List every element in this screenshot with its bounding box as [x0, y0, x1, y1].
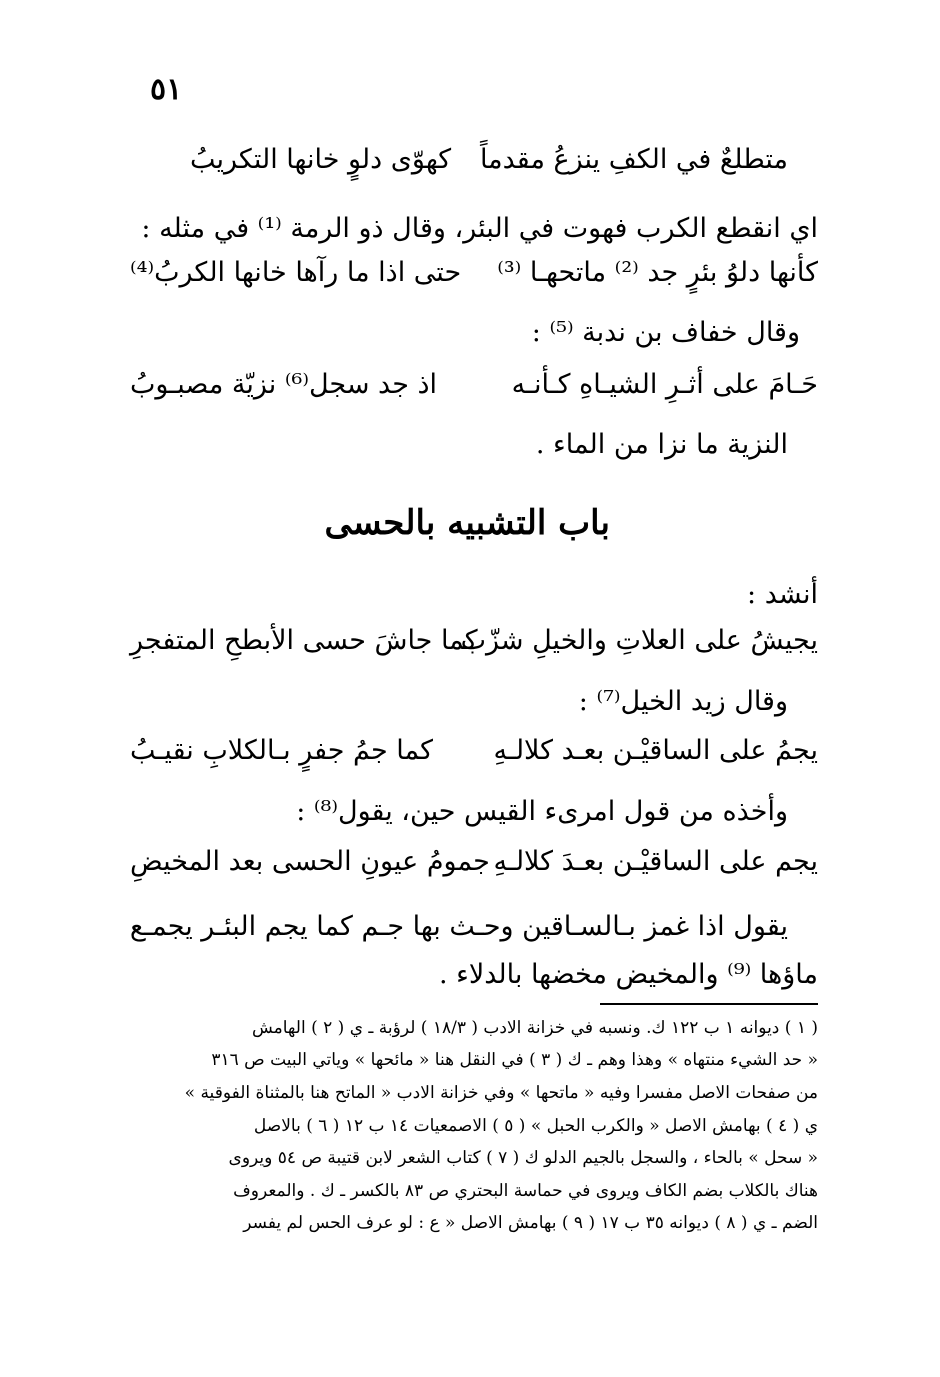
- prose-line-3: النزية ما نزا من الماء .: [535, 429, 788, 460]
- footnote-line: ي ( ٤ ) بهامش الاصل « والكرب الحبل » ( ٥ ) الاصمعيات ١٤ ب ١٢ ( ٦ ) بالاصل: [253, 1116, 818, 1136]
- prose-line-4: أنشد :: [747, 579, 818, 610]
- prose-line-7a: يقول اذا غمز بـالسـاقين وحـث بها جـم كما يجم البئـر يجمـع: [129, 911, 788, 942]
- verse-6-second-hemistich: جمومُ عيونِ الحسى بعد المخيضِ: [130, 846, 490, 877]
- footnote-line: الضم ـ ي ( ٨ ) ديوانه ٣٥ ب ١٧ ( ٩ ) بهامش الاصل « ع : لو عرف الحس لم يفسر: [243, 1213, 818, 1233]
- prose-line-5: وقال زيد الخيل⁽⁷⁾ :: [578, 686, 788, 717]
- verse-5-second-hemistich: كما جمُ جفرٍ بـالكلابِ نقيـبُ: [130, 735, 433, 766]
- footnote-divider: [600, 1003, 818, 1005]
- prose-line-2: وقال خفاف بن ندبة ⁽⁵⁾ :: [531, 317, 800, 348]
- verse-2-second-hemistich: حتى اذا ما رآها خانها الكربُ⁽⁴⁾: [130, 257, 462, 288]
- verse-3-second-hemistich: اذ جد سجل⁽⁶⁾ نزيّة مصبـوبُ: [130, 369, 438, 400]
- footnote-line: ( ١ ) ديوانه ١ ب ١٢٢ ك. ونسبه في خزانة الادب ( ١٨/٣ ) لرؤبة ـ ي ( ٢ ) الهامش: [251, 1018, 818, 1038]
- verse-4-first-hemistich: يجيشُ على العلاتِ والخيلِ شزّب: [460, 625, 818, 656]
- footnote-line: من صفحات الاصل مفسرا وفيه « ماتحها » وفي خزانة الادب « الماتح هنا بالمثناة الفوقية »: [184, 1083, 818, 1103]
- footnote-line: « سحل » بالحاء ، والسجل بالجيم الدلو ك ( ٧ ) كتاب الشعر لابن قتيبة ص ٥٤ ويروى: [228, 1148, 818, 1168]
- verse-1-second-hemistich: كهوّى دلوٍ خانها التكريبُ: [190, 144, 452, 175]
- verse-4-second-hemistich: كما جاشَ حسى الأبطحِ المتفجرِ: [130, 625, 478, 656]
- prose-line-7b: ماؤها ⁽⁹⁾ والمخيض مخضها بالدلاء .: [438, 959, 818, 990]
- verse-3-first-hemistich: حَـامَ على أثـرِ الشيـاهِ كـأنـه: [511, 369, 818, 400]
- section-heading: باب التشبيه بالحسى: [324, 503, 610, 543]
- verse-6-first-hemistich: يجم على الساقيْـن بعـدَ كلالـهِ: [493, 846, 818, 877]
- verse-2-first-hemistich: كأنها دلوُ بئرٍ جد ⁽²⁾ ماتحهـا ⁽³⁾: [497, 257, 818, 288]
- footnote-line: « حد الشيء منتهاه » وهذا وهم ـ ك ( ٣ ) في النقل هنا « مائحها » وياتي البيت ص ٣١٦: [211, 1050, 818, 1070]
- prose-line-6: وأخذه من قول امرىء القيس حين، يقول⁽⁸⁾ :: [296, 796, 788, 827]
- verse-1-first-hemistich: متطلعٌ في الكفِ ينزعُ مقدماً: [479, 144, 788, 175]
- verse-5-first-hemistich: يجمُ على الساقيْـن بعـد كلالـهِ: [493, 735, 818, 766]
- footnote-line: هناك بالكلاب بضم الكاف ويروى في حماسة البحتري ص ٨٣ بالكسر ـ ك . والمعروف: [233, 1181, 818, 1201]
- prose-line-1: اي انقطع الكرب فهوت في البئر، وقال ذو الرمة ⁽¹⁾ في مثله :: [141, 213, 818, 244]
- page-number: ٥١: [150, 72, 183, 107]
